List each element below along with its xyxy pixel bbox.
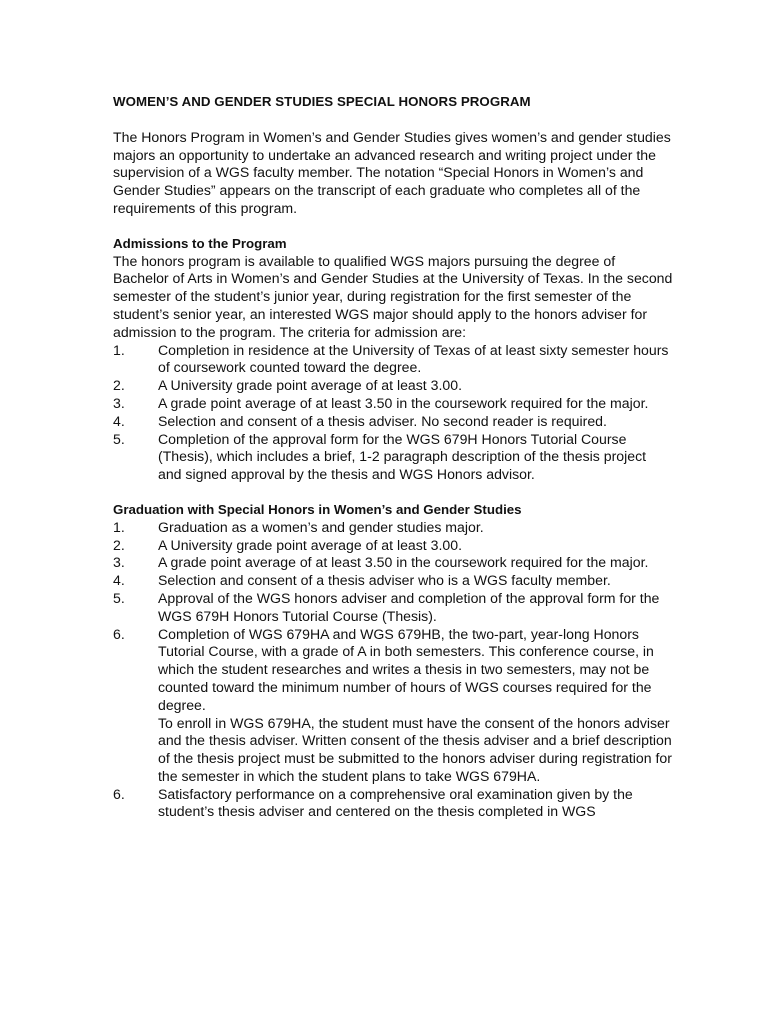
- list-item: [113, 377, 673, 395]
- admissions-heading: Admissions to the Program: [113, 235, 287, 251]
- admissions-paragraph: The honors program is available to qualified WGS majors pursuing the degree of Bachelor of Arts in Women’s and Gender Studies at the University of Texas. In the second semester of the student’s junior year, during registration for the first semester of the student’s senior year, an interested WGS major should apply to the honors adviser for admission to the program. The criteria for admission are:: [113, 252, 673, 340]
- list-item-text: Satisfactory performance on a comprehensive oral examination given by the student’s thesis adviser and centered on the thesis completed in WGS: [158, 785, 633, 820]
- document-title: WOMEN’S AND GENDER STUDIES SPECIAL HONORS PROGRAM: [113, 94, 531, 109]
- list-item-text: A grade point average of at least 3.50 in the coursework required for the major.: [158, 394, 649, 411]
- list-item-text: A University grade point average of at least 3.00.: [158, 536, 462, 553]
- list-item: [113, 554, 673, 572]
- list-item-text: Selection and consent of a thesis adviser who is a WGS faculty member.: [158, 572, 611, 589]
- list-item-text: Completion of the approval form for the WGS 679H Honors Tutorial Course (Thesis), which includes a brief, 1-2 paragraph description of the thesis project and signed approval by the thesis and WGS Honors advisor.: [158, 430, 647, 483]
- list-item: [113, 395, 673, 413]
- list-item: [113, 519, 673, 537]
- list-item-text: Completion in residence at the University of Texas of at least sixty semester hours of coursework counted toward the degree.: [158, 341, 669, 376]
- list-item-text: Graduation as a women’s and gender studies major.: [158, 518, 484, 535]
- list-item-text: A grade point average of at least 3.50 in the coursework required for the major.: [158, 554, 649, 571]
- list-number: 4.: [113, 412, 125, 429]
- list-item: [113, 537, 673, 555]
- list-item: [113, 342, 673, 378]
- list-number: 6.: [113, 625, 125, 642]
- graduation-requirements-list: [113, 519, 673, 822]
- list-number: 1.: [113, 518, 125, 535]
- admissions-criteria-list: [113, 342, 673, 484]
- list-number: 3.: [113, 394, 125, 411]
- list-number: 3.: [113, 554, 125, 571]
- list-item: [113, 786, 673, 822]
- list-item-text: Approval of the WGS honors adviser and completion of the approval form for the WGS 679H Honors Tutorial Course (Thesis).: [158, 589, 660, 624]
- list-item: [113, 413, 673, 431]
- document-page: [113, 93, 673, 821]
- list-item: [113, 626, 673, 786]
- list-number: 6.: [113, 785, 125, 802]
- intro-paragraph: The Honors Program in Women’s and Gender Studies gives women’s and gender studies majors an opportunity to undertake an advanced research and writing project under the supervision of a WGS faculty member. The notation “Special Honors in Women’s and Gender Studies” appears on the transcript of each graduate who completes all of the requirements of this program.: [113, 128, 671, 216]
- admissions-section: [113, 235, 673, 342]
- list-item: [113, 431, 673, 484]
- list-number: 2.: [113, 536, 125, 553]
- list-number: 1.: [113, 341, 125, 358]
- list-item: [113, 572, 673, 590]
- list-number: 5.: [113, 430, 125, 447]
- graduation-heading: Graduation with Special Honors in Women’s and Gender Studies: [113, 501, 522, 517]
- list-item-text: A University grade point average of at least 3.00.: [158, 377, 462, 394]
- list-item-text: Selection and consent of a thesis adviser. No second reader is required.: [158, 412, 607, 429]
- list-number: 2.: [113, 377, 125, 394]
- list-number: 4.: [113, 572, 125, 589]
- list-item-continuation-text: To enroll in WGS 679HA, the student must have the consent of the honors adviser and the thesis adviser. Written consent of the thesis adviser and a brief description of the thesis project must be submitted to the honors adviser during registration for the semester in which the student plans to take WGS 679HA.: [158, 714, 672, 784]
- list-number: 5.: [113, 589, 125, 606]
- list-item-text: Completion of WGS 679HA and WGS 679HB, the two-part, year-long Honors Tutorial Course, with a grade of A in both semesters. This conference course, in which the student researches and writes a thesis in two semesters, may not be counted toward the minimum number of hours of WGS courses required for the degree.: [158, 625, 654, 713]
- list-item: [113, 590, 673, 626]
